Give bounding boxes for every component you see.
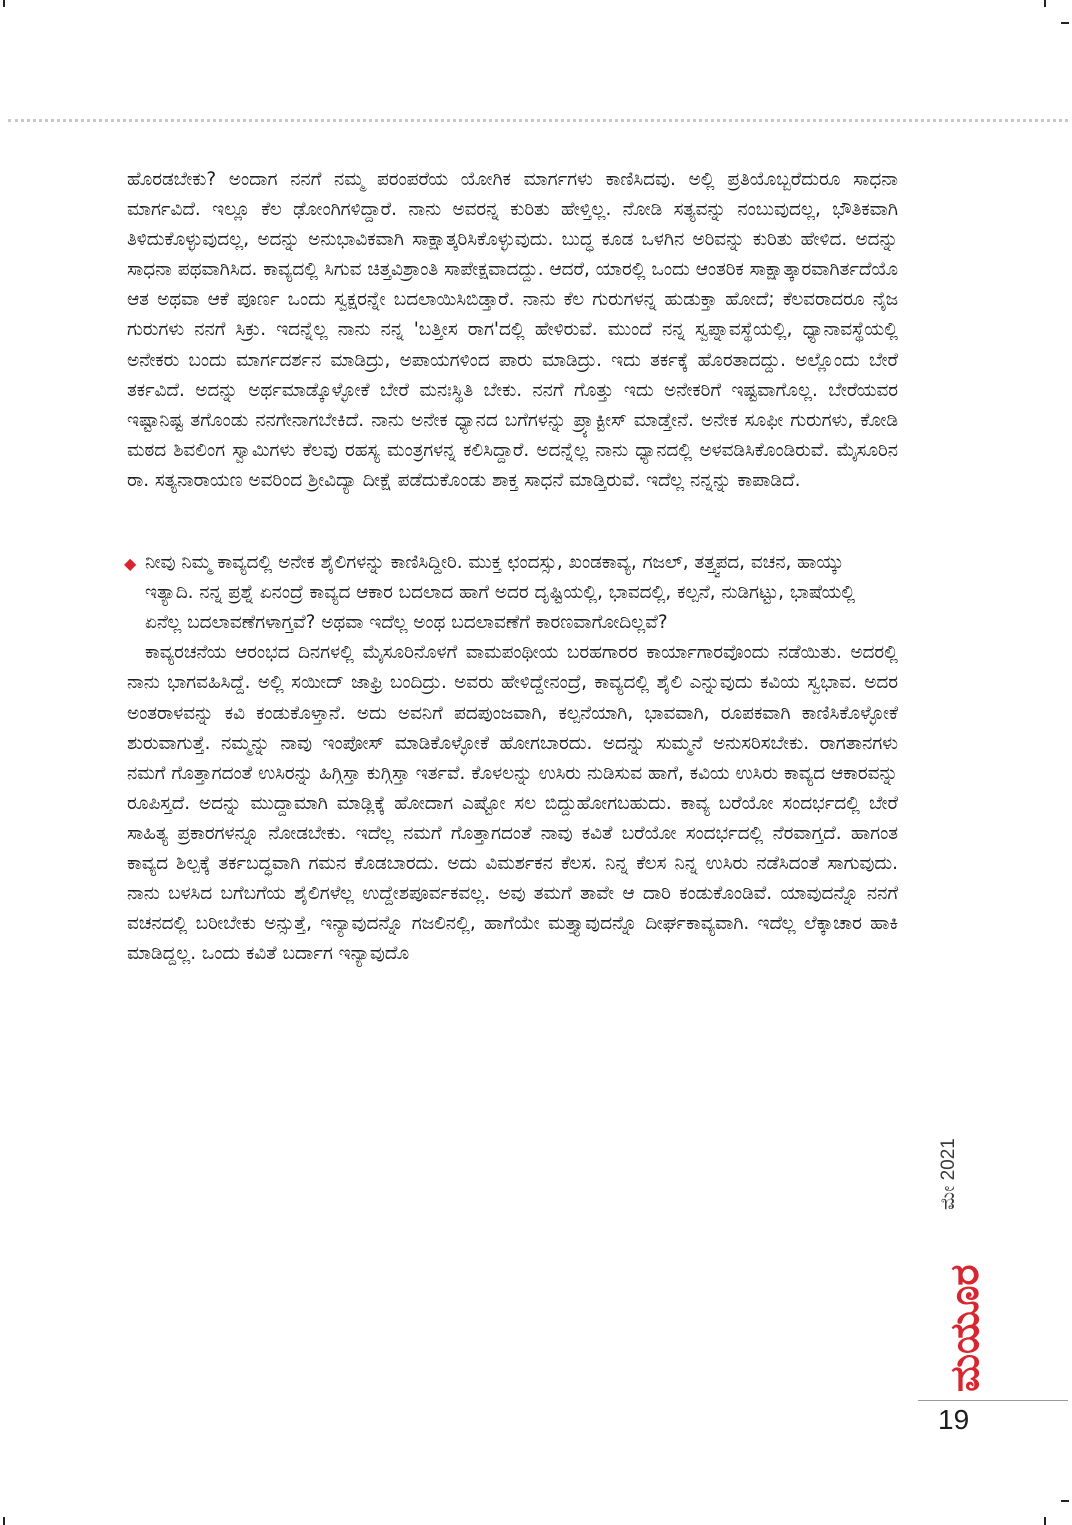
crop-mark-bottom-left xyxy=(3,1517,5,1525)
question-text: ನೀವು ನಿಮ್ಮ ಕಾವ್ಯದಲ್ಲಿ ಅನೇಕ ಶೈಲಿಗಳನ್ನು ಕಾಣಿಸಿದ್ದೀರಿ. ಮುಕ್ತ ಛಂದಸ್ಸು, ಖಂಡಕಾವ್ಯ, ಗಜಲ್, ತತ್ತ್ವಪದ, ವಚನ, ಹಾಯ್ಕು ಇತ್ಯಾದಿ. ನನ್ನ ಪ್ರಶ್ನೆ ಏನಂದ್ರೆ ಕಾವ್ಯದ ಆಕಾರ ಬದಲಾದ ಹಾಗೆ ಅದರ ದೃಷ್ಟಿಯಲ್ಲಿ, ಭಾವದಲ್ಲಿ, ಕಲ್ಪನೆ, ನುಡಿಗಟ್ಟು, ಭಾಷೆಯಲ್ಲಿ ಏನೆಲ್ಲ ಬದಲಾವಣೆಗಳಾಗ್ತವೆ? ಅಥವಾ ಇದೆಲ್ಲ ಅಂಥ ಬದಲಾವಣೆಗೆ ಕಾರಣವಾಗೋದಿಲ್ಲವೆ? xyxy=(145,552,856,634)
page-number: 19 xyxy=(938,1404,970,1435)
article-paragraph: ಹೊರಡಬೇಕು? ಅಂದಾಗ ನನಗೆ ನಮ್ಮ ಪರಂಪರೆಯ ಯೋಗಿಕ ಮಾರ್ಗಗಳು ಕಾಣಿಸಿದವು. ಅಲ್ಲಿ ಪ್ರತಿಯೊಬ್ಬರೆದುರೂ ಸಾಧನಾ ಮಾರ್ಗವಿದೆ. ಇಲ್ಲೂ ಕೆಲ ಢೋಂಗಿಗಳಿದ್ದಾರೆ. ನಾನು ಅವರನ್ನ ಕುರಿತು ಹೇಳ್ತಿಲ್ಲ. ನೋಡಿ ಸತ್ಯವನ್ನು ನಂಬುವುದಲ್ಲ, ಭೌತಿಕವಾಗಿ ತಿಳಿದುಕೊಳ್ಳುವುದಲ್ಲ, ಅದನ್ನು ಅನುಭಾವಿಕವಾಗಿ ಸಾಕ್ಷಾತ್ಕರಿಸಿಕೊಳ್ಳುವುದು. ಬುದ್ಧ ಕೂಡ ಒಳಗಿನ ಅರಿವನ್ನು ಕುರಿತು ಹೇಳಿದ. ಅದನ್ನು ಸಾಧನಾ ಪಥವಾಗಿಸಿದ. ಕಾವ್ಯದಲ್ಲಿ ಸಿಗುವ ಚಿತ್ತವಿಶ್ರಾಂತಿ ಸಾಪೇಕ್ಷವಾದದ್ದು. ಆದರೆ, ಯಾರಲ್ಲಿ ಒಂದು ಆಂತರಿಕ ಸಾಕ್ಷಾತ್ಕಾರವಾಗಿರ್ತದೆಯೊ ಆತ ಅಥವಾ ಆಕೆ ಪೂರ್ಣ ಒಂದು ಸ್ವಕ್ಷರನ್ನೇ ಬದಲಾಯಿಸಿಬಿಡ್ತಾರೆ. ನಾನು ಕೆಲ ಗುರುಗಳನ್ನ ಹುಡುಕ್ತಾ ಹೋದೆ; ಕೆಲವರಾದರೂ ನೈಜ ಗುರುಗಳು ನನಗೆ ಸಿಕ್ರು. ಇದನ್ನೆಲ್ಲ ನಾನು ನನ್ನ 'ಬತ್ತೀಸ ರಾಗ'ದಲ್ಲಿ ಹೇಳಿರುವೆ. ಮುಂದೆ ನನ್ನ ಸ್ವಪ್ನಾವಸ್ಥೆಯಲ್ಲಿ, ಧ್ಯಾನಾವಸ್ಥೆಯಲ್ಲಿ ಅನೇಕರು ಬಂದು ಮಾರ್ಗದರ್ಶನ ಮಾಡಿದ್ರು, ಅಪಾಯಗಳಿಂದ ಪಾರು ಮಾಡಿದ್ರು. ಇದು ತರ್ಕಕ್ಕೆ ಹೊರತಾದದ್ದು. ಅಲ್ಲೊಂದು ಬೇರೆ ತರ್ಕವಿದೆ. ಅದನ್ನು ಅರ್ಥಮಾಡ್ಕೊಳ್ಳೋಕೆ ಬೇರೆ ಮನಃಸ್ಥಿತಿ ಬೇಕು. ನನಗೆ ಗೊತ್ತು ಇದು ಅನೇಕರಿಗೆ ಇಷ್ಟವಾಗೊಲ್ಲ. ಬೇರೆಯವರ ಇಷ್ಟಾನಿಷ್ಟ ತಗೊಂಡು ನನಗೇನಾಗಬೇಕಿದೆ. ನಾನು ಅನೇಕ ಧ್ಯಾನದ ಬಗೆಗಳನ್ನು ಪ್ರ್ಯಾಕ್ಟೀಸ್ ಮಾಡ್ತೇನೆ. ಅನೇಕ ಸೂಫೀ ಗುರುಗಳು, ಕೋಡಿ ಮಠದ ಶಿವಲಿಂಗ ಸ್ವಾಮಿಗಳು ಕೆಲವು ರಹಸ್ಯ ಮಂತ್ರಗಳನ್ನ ಕಲಿಸಿದ್ದಾರೆ. ಅದನ್ನೆಲ್ಲ ನಾನು ಧ್ಯಾನದಲ್ಲಿ ಅಳವಡಿಸಿಕೊಂಡಿರುವೆ. ಮೈಸೂರಿನ ರಾ. ಸತ್ಯನಾರಾಯಣ ಅವರಿಂದ ಶ್ರೀವಿದ್ಯಾ ದೀಕ್ಷೆ ಪಡೆದುಕೊಂಡು ಶಾಕ್ತ ಸಾಧನೆ ಮಾಡ್ತಿರುವೆ. ಇದೆಲ್ಲ ನನ್ನನ್ನು ಕಾಪಾಡಿದೆ. xyxy=(127,169,898,491)
magazine-logo xyxy=(930,1210,994,1400)
crop-mark-bottom-right xyxy=(1044,1517,1046,1525)
footer-rule xyxy=(918,1400,1068,1401)
article-body xyxy=(124,165,898,969)
crop-mark-top-left xyxy=(3,0,5,7)
header-dotted-rule xyxy=(8,119,1068,122)
crop-mark-right-upper xyxy=(1061,22,1069,24)
crop-mark-top-right xyxy=(1044,0,1046,7)
interview-question xyxy=(124,548,898,638)
interview-answer: ಕಾವ್ಯರಚನೆಯ ಆರಂಭದ ದಿನಗಳಲ್ಲಿ ಮೈಸೂರಿನೊಳಗೆ ವಾಮಪಂಥೀಯ ಬರಹಗಾರರ ಕಾರ್ಯಾಗಾರವೊಂದು ನಡೆಯಿತು. ಅದರಲ್ಲಿ ನಾನು ಭಾಗವಹಿಸಿದ್ದೆ. ಅಲ್ಲಿ ಸಯೀದ್ ಜಾಫ್ರಿ ಬಂದಿದ್ರು. ಅವರು ಹೇಳಿದ್ದೇನಂದ್ರೆ, ಕಾವ್ಯದಲ್ಲಿ ಶೈಲಿ ಎನ್ನುವುದು ಕವಿಯ ಸ್ವಭಾವ. ಅದರ ಅಂತರಾಳವನ್ನು ಕವಿ ಕಂಡುಕೊಳ್ತಾನೆ. ಅದು ಅವನಿಗೆ ಪದಪುಂಜವಾಗಿ, ಕಲ್ಪನೆಯಾಗಿ, ಭಾವವಾಗಿ, ರೂಪಕವಾಗಿ ಕಾಣಿಸಿಕೊಳ್ಳೋಕೆ ಶುರುವಾಗುತ್ತೆ. ನಮ್ಮನ್ನು ನಾವು ಇಂಪೋಸ್ ಮಾಡಿಕೊಳ್ಳೋಕೆ ಹೋಗಬಾರದು. ಅದನ್ನು ಸುಮ್ಮನೆ ಅನುಸರಿಸಬೇಕು. ರಾಗತಾನಗಳು ನಮಗೆ ಗೊತ್ತಾಗದಂತೆ ಉಸಿರನ್ನು ಹಿಗ್ಗಿಸ್ತಾ ಕುಗ್ಗಿಸ್ತಾ ಇರ್ತವೆ. ಕೊಳಲನ್ನು ಉಸಿರು ನುಡಿಸುವ ಹಾಗೆ, ಕವಿಯ ಉಸಿರು ಕಾವ್ಯದ ಆಕಾರವನ್ನು ರೂಪಿಸ್ತದೆ. ಅದನ್ನು ಮುದ್ದಾಮಾಗಿ ಮಾಡ್ಲಿಕ್ಕೆ ಹೋದಾಗ ಎಷ್ಟೋ ಸಲ ಬಿದ್ದುಹೋಗಬಹುದು. ಕಾವ್ಯ ಬರೆಯೋ ಸಂದರ್ಭದಲ್ಲಿ ಬೇರೆ ಸಾಹಿತ್ಯ ಪ್ರಕಾರಗಳನ್ನೂ ನೋಡಬೇಕು. ಇದೆಲ್ಲ ನಮಗೆ ಗೊತ್ತಾಗದಂತೆ ನಾವು ಕವಿತೆ ಬರೆಯೋ ಸಂದರ್ಭದಲ್ಲಿ ನೆರವಾಗ್ತದೆ. ಹಾಗಂತ ಕಾವ್ಯದ ಶಿಲ್ಪಕ್ಕೆ ತರ್ಕಬದ್ಧವಾಗಿ ಗಮನ ಕೊಡಬಾರದು. ಅದು ವಿಮರ್ಶಕನ ಕೆಲಸ. ನಿನ್ನ ಕೆಲಸ ನಿನ್ನ ಉಸಿರು ನಡೆಸಿದಂತೆ ಸಾಗುವುದು. ನಾನು ಬಳಸಿದ ಬಗೆಬಗೆಯ ಶೈಲಿಗಳೆಲ್ಲ ಉದ್ದೇಶಪೂರ್ವಕವಲ್ಲ. ಅವು ತಮಗೆ ತಾವೇ ಆ ದಾರಿ ಕಂಡುಕೊಂಡಿವೆ. ಯಾವುದನ್ನೊ ನನಗೆ ವಚನದಲ್ಲಿ ಬರೀಬೇಕು ಅನ್ಸುತ್ತೆ, ಇನ್ಯಾವುದನ್ನೊ ಗಜಲಿನಲ್ಲಿ, ಹಾಗೆಯೇ ಮತ್ತ್ಯಾವುದನ್ನೊ ದೀರ್ಘಕಾವ್ಯವಾಗಿ. ಇದೆಲ್ಲ ಲೆಕ್ಕಾಚಾರ ಹಾಕಿ ಮಾಡಿದ್ದಲ್ಲ. ಒಂದು ಕವಿತೆ ಬರ್ದಾಗ ಇನ್ಯಾವುದೊ xyxy=(127,642,898,965)
crop-mark-right-lower xyxy=(1061,1500,1069,1502)
magazine-name: ಮಯೂರ xyxy=(942,1264,988,1392)
diamond-bullet-icon: ◆ xyxy=(124,554,137,574)
